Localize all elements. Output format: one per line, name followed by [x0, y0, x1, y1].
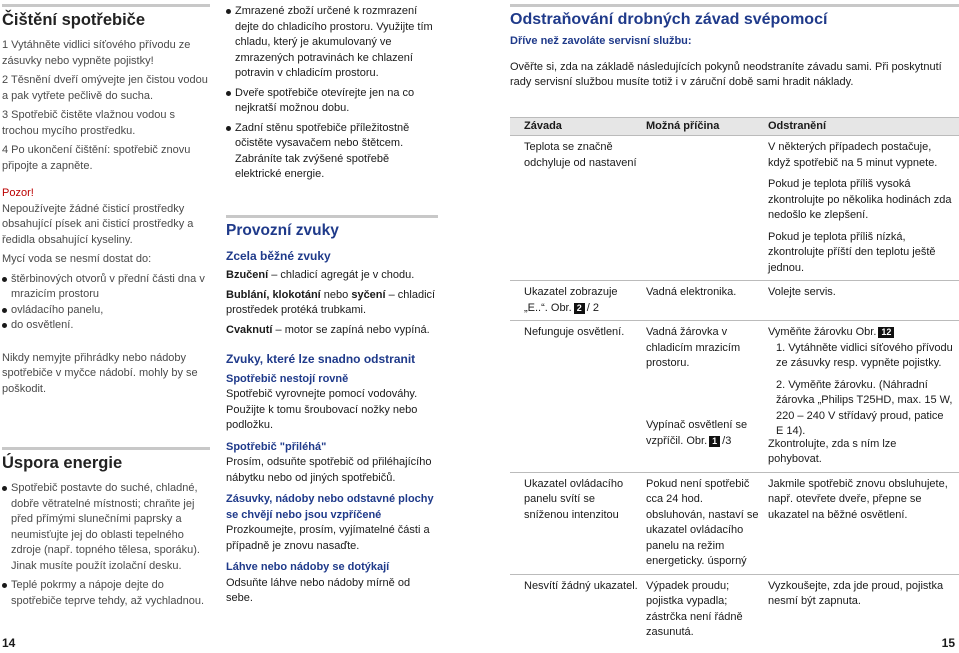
- figure-suffix: / 2: [586, 301, 599, 314]
- section-title-noises: Provozní zvuky: [226, 221, 339, 239]
- energy-tips-list: [226, 4, 438, 183]
- fault-text: Ukazatel zobrazuje: [524, 286, 618, 298]
- fix-cell: [760, 325, 953, 468]
- warning-block: [2, 186, 210, 334]
- column-header: Možná příčina: [646, 119, 720, 132]
- section-header-energy: [2, 447, 210, 473]
- fixable-item: [226, 440, 438, 487]
- fix-cell: Vyzkoušejte, zda jde proud, pojistka nesmí být zapnuta.: [768, 579, 944, 607]
- figure-badge: 12: [878, 327, 894, 338]
- section-header-noises: [226, 215, 438, 241]
- table-row: [510, 136, 959, 281]
- list-item: ovládacího panelu,: [2, 303, 210, 319]
- cleaning-step: 1 Vytáhněte vidlici síťového přívodu ze zásuvky nebo vypněte pojistky!: [2, 39, 191, 67]
- dishwasher-note: Nikdy nemyjte přihrádky nebo nádoby spotřebiče v myčce nádobí. mohly by se poškodit.: [2, 351, 198, 395]
- page-number-left: 14: [2, 636, 16, 650]
- fixable-item: [226, 492, 438, 554]
- table-header: [510, 117, 959, 137]
- fault-cell: Nesvítí žádný ukazatel.: [524, 579, 638, 592]
- column-header: Závada: [524, 119, 562, 132]
- fixable-text: Prozkoumejte, prosím, vyjímatelné části a případně je znovu nasaďte.: [226, 524, 430, 552]
- fix-text: 2. Vyměňte žárovku. (Náhradní žárovka „Philips T25HD, max. 15 W, 220 – 240 V střídavý proud, patice E 14).: [776, 378, 953, 437]
- page-number-right: 15: [941, 636, 955, 650]
- noise-connector: nebo: [320, 288, 352, 301]
- fixable-head: Láhve nebo nádoby se dotýkají: [226, 561, 390, 573]
- table-row: [510, 281, 959, 321]
- noise-line: [226, 268, 438, 284]
- list-item: Zmrazené zboží určené k rozmrazení dejte do chladicího prostoru. Využijte tím chladu, který je akumulovaný ve zmrazených potravinách ke chlazení potravin v chladicím prostoru.: [226, 4, 438, 82]
- troubleshooting-intro: Ověřte si, zda na základě následujících pokynů neodstraníte závadu sami. Při poskytnutí rady servisní službou musíte totiž i v záruční době sami hradit náklady.: [510, 60, 942, 88]
- fault-code-line: [524, 301, 638, 317]
- column-noises: [226, 4, 438, 611]
- normal-noises-title: Zcela běžné zvuky: [226, 248, 331, 263]
- cause-cell: [638, 325, 760, 468]
- fix-text: V některých případech postačuje, když spotřebič na 5 minut vypnete.: [768, 141, 938, 169]
- list-item: Dveře spotřebiče otevírejte jen na co nejkratší možnou dobu.: [226, 86, 438, 117]
- water-intro: Mycí voda se nesmí dostat do:: [2, 253, 152, 265]
- cleaning-step: 2 Těsnění dveří omývejte jen čistou vodou a pak vytřete pečlivě do sucha.: [2, 74, 208, 102]
- figure-suffix: /3: [722, 434, 732, 447]
- fixable-text: Spotřebič vyrovnejte pomocí vodováhy. Použijte k tomu šroubovací nožky nebo podložku.: [226, 388, 418, 431]
- cause-cell: Vadná elektronika.: [646, 286, 737, 298]
- water-list: [2, 272, 210, 334]
- cause-cell: Pokud není spotřebič cca 24 hod. obsluhován, nastaví se ukazatel ovládacího panelu na režim energeticky. úsporný: [646, 477, 759, 567]
- energy-list: [2, 481, 210, 609]
- warning-text: Nepoužívejte žádné čisticí prostředky obsahující písek ani čisticí prostředky a ředidla obsahující kyseliny.: [2, 202, 194, 246]
- figure-badge: 1: [709, 436, 720, 447]
- noise-name: Bzučení: [226, 269, 269, 281]
- list-item: Zadní stěnu spotřebiče příležitostně očistěte vysavačem nebo štětcem. Zabráníte tak zvýšené spotřebě elektrické energie.: [226, 121, 438, 183]
- list-item: Spotřebič postavte do suché, chladné, dobře větratelné místnosti; chraňte jej před přímými slunečními paprsky a neumisťujte jej do oblasti tepelného zdroje (např. topného tělesa, sporáku). Jinak musíte použít izolační desku.: [2, 481, 210, 574]
- cleaning-step: 3 Spotřebič čistěte vlažnou vodou s trochou mycího prostředku.: [2, 109, 176, 137]
- cleaning-steps: [2, 38, 210, 174]
- noise-name: Cvaknutí: [226, 323, 273, 336]
- fix-head: Vyměňte žárovku Obr.: [768, 326, 877, 338]
- fix-cell: Volejte servis.: [768, 286, 836, 298]
- list-item: štěrbinových otvorů v přední části dna v mrazicím prostoru: [2, 272, 210, 303]
- noise-desc: – motor se zapíná nebo vypíná.: [272, 323, 430, 336]
- column-cleaning: [2, 4, 210, 613]
- fixable-head: Spotřebič "přiléhá": [226, 440, 327, 453]
- fixable-head: Zásuvky, nádoby nebo odstavné plochy se chvějí nebo jsou vzpříčené: [226, 493, 434, 521]
- fix-text: Pokud je teplota příliš vysoká zkontrolujte po několika hodinách zda nedošlo ke zlepšení.: [768, 178, 952, 221]
- fixable-text: Odsuňte láhve nebo nádoby mírně od sebe.: [226, 576, 411, 604]
- noise-line: [226, 288, 438, 319]
- fault-cell: Teplota se značně odchyluje od nastavení: [524, 141, 637, 169]
- fault-cell: [510, 285, 638, 316]
- fixable-item: [226, 372, 438, 434]
- list-item: Teplé pokrmy a nápoje dejte do spotřebiče teprve tehdy, až vychladnou.: [2, 578, 210, 609]
- table-row: [510, 321, 959, 473]
- noise-line: [226, 323, 438, 339]
- noise-desc: – chladicí agregát je v chodu.: [268, 269, 415, 281]
- list-item: do osvětlení.: [2, 318, 210, 334]
- section-title-troubleshooting: Odstraňování drobných závad svépomocí: [510, 11, 828, 28]
- column-header: Odstranění: [768, 119, 827, 132]
- fix-head-line: [768, 325, 953, 341]
- fix-text: Zkontrolujte, zda s ním lze pohybovat.: [768, 437, 897, 465]
- troubleshooting-subtitle: Dříve než zavoláte servisní službu:: [510, 35, 692, 47]
- fault-cell: Ukazatel ovládacího panelu svítí se sníženou intenzitou: [524, 477, 624, 521]
- table-row: [510, 473, 959, 575]
- fix-cell: [760, 140, 953, 276]
- fixable-head: Spotřebič nestojí rovně: [226, 372, 349, 385]
- fault-cell: Nefunguje osvětlení.: [524, 326, 625, 338]
- warning-title: Pozor!: [2, 187, 34, 199]
- figure-badge: 2: [574, 303, 585, 314]
- fixable-item: [226, 560, 438, 607]
- noise-name: syčení: [351, 288, 386, 301]
- fix-cell: Jakmile spotřebič znovu obsluhujete, např. otevřete dveře, přepne se ukazatel na běžné osvětlení.: [768, 477, 948, 521]
- noise-desc: – chladicí prostředek protéká trubkami.: [226, 288, 436, 316]
- section-header-cleaning: [2, 4, 210, 30]
- section-title-cleaning: Čištění spotřebiče: [2, 11, 146, 29]
- cause-cell: [638, 140, 760, 276]
- section-title-energy: Úspora energie: [2, 454, 123, 472]
- fixable-noises-title: Zvuky, které lze snadno odstranit: [226, 352, 416, 366]
- fix-text: 1. Vytáhněte vidlici síťového přívodu ze zásuvky resp. vypněte pojistky.: [776, 341, 953, 369]
- cause-text: [646, 418, 760, 449]
- column-troubleshooting: [510, 4, 959, 645]
- table-row: [510, 575, 959, 645]
- cause2-text: Vypínač osvětlení se vzpříčil. Obr.: [646, 419, 748, 447]
- fault-code: „E..“. Obr.: [524, 301, 572, 314]
- fixable-text: Prosím, odsuňte spotřebič od přiléhajícího nábytku nebo od jiných spotřebičů.: [226, 456, 432, 484]
- cause-cell: Výpadek proudu; pojistka vypadla; zástrčka není řádně zasunutá.: [646, 579, 743, 638]
- section-header-troubleshooting: [510, 4, 959, 30]
- cleaning-step: 4 Po ukončení čištění: spotřebič znovu připojte a zapněte.: [2, 144, 191, 172]
- cause-text: Vadná žárovka v chladicím mrazicím prostoru.: [646, 326, 741, 369]
- fix-text: Pokud je teplota příliš nízká, zkontrolujte příští den teplotu ještě jednou.: [768, 230, 936, 274]
- noise-name: Bublání, klokotání: [226, 288, 321, 301]
